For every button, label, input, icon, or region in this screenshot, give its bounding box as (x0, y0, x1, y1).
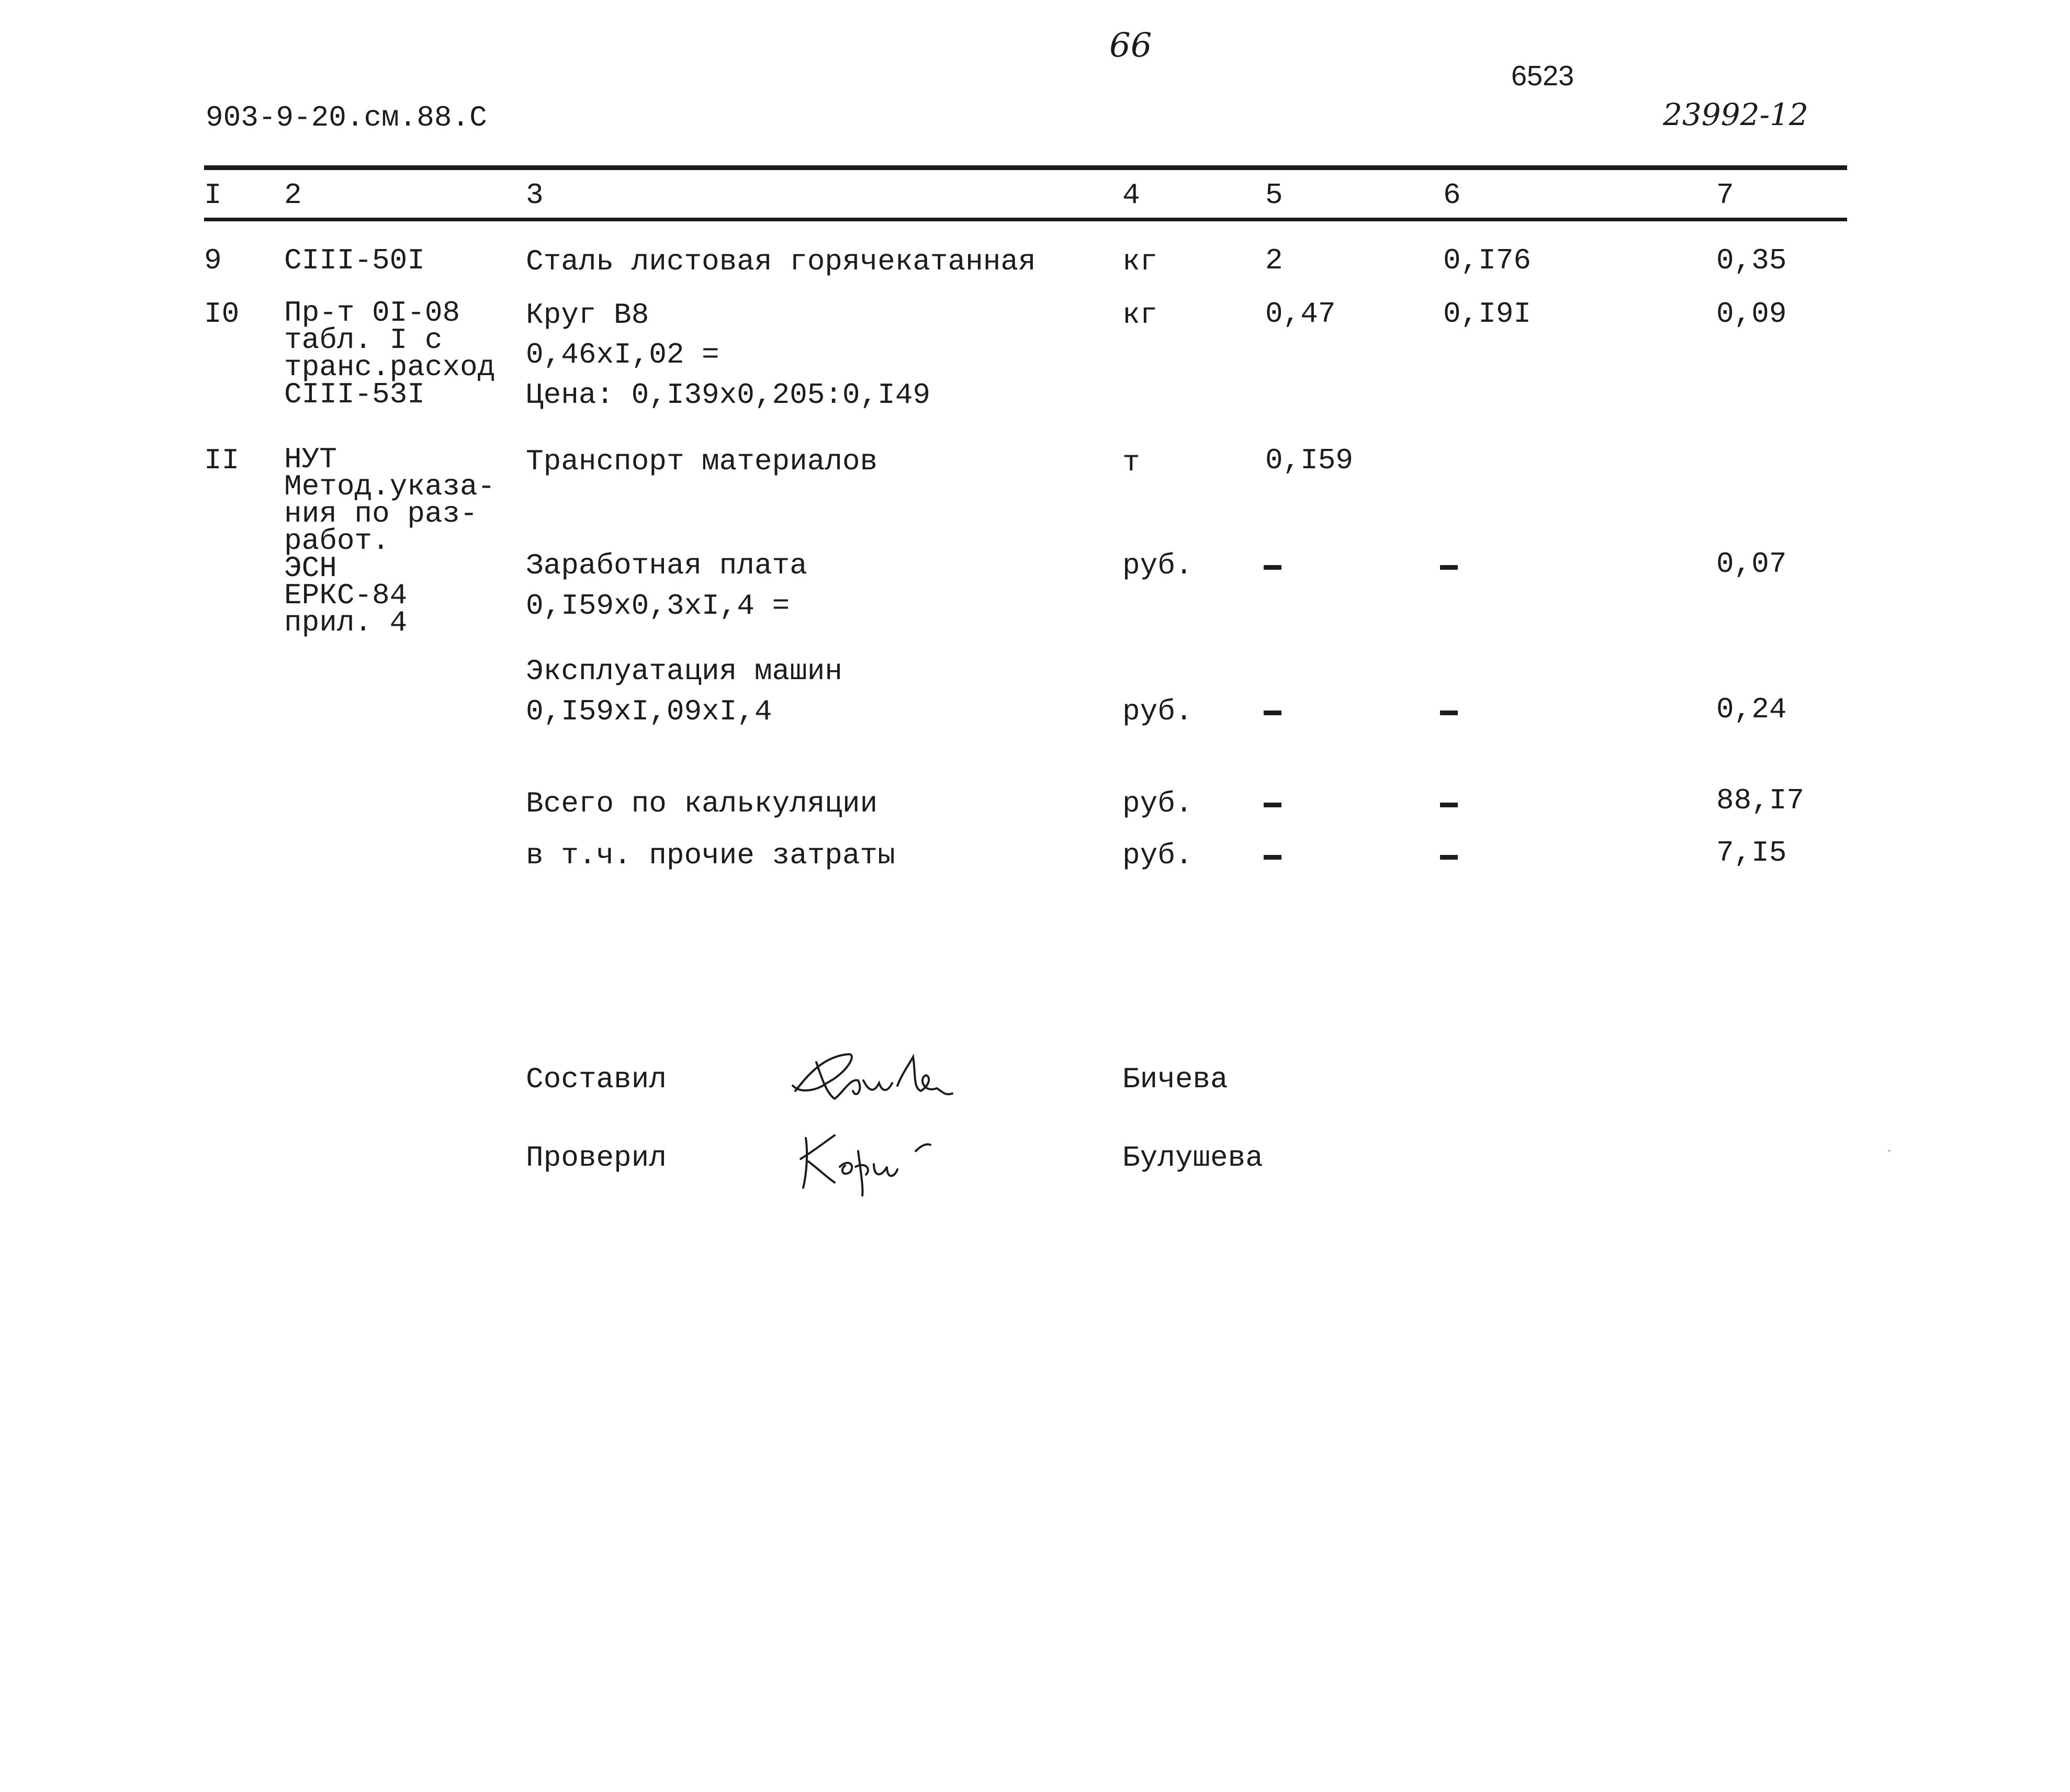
row-number: II (204, 444, 240, 477)
other-costs-unit: руб. (1122, 839, 1193, 872)
empty-dash (1264, 565, 1281, 570)
row-number: I0 (204, 297, 240, 331)
table-top-rule (204, 165, 1847, 170)
machines-formula: 0,I59хI,09хI,4 (526, 695, 772, 728)
row-price-formula: Цена: 0,I39х0,205:0,I49 (526, 378, 930, 412)
empty-dash (1440, 855, 1458, 860)
reference-line: Метод.указа- (284, 470, 496, 503)
row-unit: кг (1122, 245, 1158, 278)
row-name: Транспорт материалов (526, 445, 878, 478)
row-reference (284, 296, 496, 411)
column-header-5: 5 (1265, 178, 1283, 212)
grand-total-value: 88,I7 (1716, 784, 1805, 817)
salary-total: 0,07 (1716, 547, 1787, 581)
empty-dash (1440, 565, 1458, 570)
row-formula: 0,46хI,02 = (526, 338, 719, 371)
column-header-1: I (204, 178, 222, 212)
machines-total: 0,24 (1716, 693, 1787, 726)
row-total: 0,09 (1716, 297, 1787, 331)
document-code: 903-9-20.см.88.С (206, 101, 487, 134)
checked-by-name: Булушева (1122, 1141, 1263, 1175)
header-bottom-rule (204, 218, 1847, 221)
empty-dash (1264, 855, 1281, 860)
empty-dash (1264, 803, 1281, 807)
grand-total-name: Всего по калькуляции (526, 787, 878, 820)
checked-by-label: Проверил (526, 1141, 667, 1175)
other-costs-name: в т.ч. прочие затраты (526, 839, 895, 872)
salary-unit: руб. (1122, 549, 1193, 582)
column-header-4: 4 (1122, 178, 1140, 212)
row-price: 0,I76 (1443, 244, 1532, 277)
compiled-signature (785, 1041, 973, 1120)
row-quantity: 2 (1265, 244, 1283, 277)
reference-line: транс.расход (284, 351, 496, 384)
reference-line: ЕРКС-84 (284, 579, 408, 612)
row-reference (284, 443, 496, 639)
empty-dash (1440, 803, 1458, 807)
row-name: Сталь листовая горячекатанная (526, 245, 1036, 278)
column-header-6: 6 (1443, 178, 1461, 212)
reference-line: Пр-т 0I-08 (284, 296, 460, 330)
sheet-code: 6523 (1511, 60, 1574, 92)
reference-line: табл. I с (284, 323, 443, 357)
other-costs-value: 7,I5 (1716, 836, 1787, 870)
reference-line: СIII-53I (284, 378, 425, 411)
empty-dash (1264, 711, 1281, 715)
salary-formula: 0,I59х0,3хI,4 = (526, 589, 790, 623)
row-number: 9 (204, 244, 222, 277)
page-number: 66 (1109, 26, 1152, 65)
row-name: Круг В8 (526, 298, 649, 332)
row-unit: т (1122, 446, 1140, 479)
scan-speck (1888, 1150, 1891, 1152)
machines-name: Эксплуатация машин (526, 655, 842, 688)
compiled-by-label: Составил (526, 1063, 667, 1096)
row-quantity: 0,I59 (1265, 444, 1354, 477)
signature-stroke (801, 1135, 930, 1196)
row-quantity: 0,47 (1265, 297, 1336, 331)
grand-total-unit: руб. (1122, 787, 1193, 820)
compiled-by-name: Бичева (1122, 1063, 1228, 1096)
column-header-2: 2 (284, 178, 302, 212)
reference-line: работ. (284, 524, 390, 558)
row-total: 0,35 (1716, 244, 1787, 277)
salary-name: Заработная плата (526, 549, 807, 582)
checked-signature (790, 1120, 947, 1198)
reference-line: НУТ (284, 443, 337, 476)
row-unit: кг (1122, 298, 1158, 332)
column-header-7: 7 (1716, 178, 1734, 212)
reference-line: ния по раз- (284, 497, 478, 531)
signature-stroke (793, 1054, 952, 1099)
empty-dash (1440, 711, 1458, 715)
column-header-3: 3 (526, 178, 544, 212)
handwritten-reference: 23992-12 (1663, 97, 1808, 132)
row-price: 0,I9I (1443, 297, 1532, 331)
row-reference: СIII-50I (284, 244, 425, 277)
reference-line: ЭСН (284, 551, 337, 585)
reference-line: прил. 4 (284, 606, 408, 639)
machines-unit: руб. (1122, 695, 1193, 728)
